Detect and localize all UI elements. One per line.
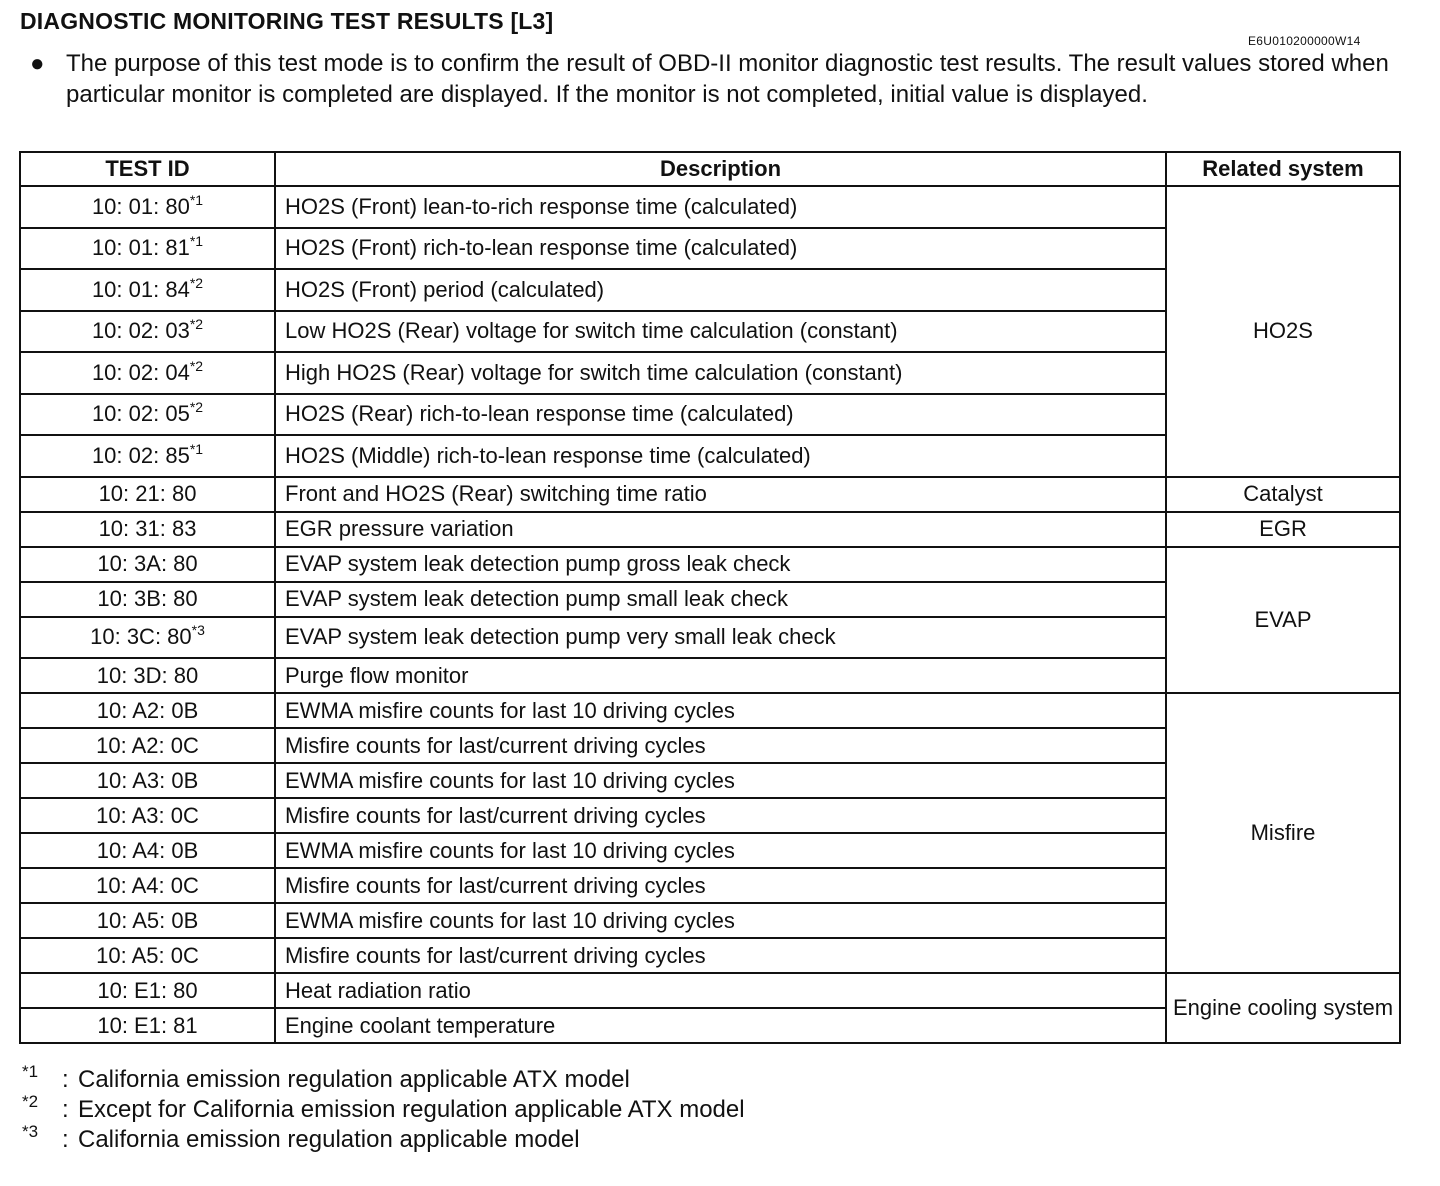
test-id-cell [20,658,275,693]
test-id: 10: 01: 84 [91,276,190,302]
test-id-cell [20,693,275,728]
footnote-ref: *2 [189,399,204,416]
intro-paragraph [30,48,1410,110]
test-id: 10: A3: 0C [96,802,199,828]
description-cell: Purge flow monitor [275,658,1166,693]
footnote-text: Except for California emission regulation applicable ATX model [78,1096,745,1123]
test-id: 10: 02: 04 [91,359,190,385]
footnote-text: California emission regulation applicable model [78,1126,580,1153]
footnote [22,1062,745,1096]
footnote-ref: *3 [191,622,205,639]
test-id: 10: 02: 03 [91,318,190,344]
footnotes [22,1062,745,1156]
description-cell: EWMA misfire counts for last 10 driving cycles [275,763,1166,798]
table-row [20,477,1400,512]
related-system-cell: Misfire [1166,693,1400,973]
document-code: E6U010200000W14 [1248,34,1361,48]
test-id-cell [20,435,275,477]
description-cell: EVAP system leak detection pump very small leak check [275,617,1166,659]
description-cell: Misfire counts for last/current driving cycles [275,728,1166,763]
table-row [20,693,1400,728]
footnote [22,1092,745,1126]
test-id-cell [20,617,275,659]
header-test-id: TEST ID [20,152,275,186]
test-id-cell [20,186,275,228]
footnote-mark: *3 [22,1122,39,1141]
table-row [20,512,1400,547]
test-id-cell [20,973,275,1008]
test-id: 10: 21: 80 [98,481,197,506]
test-id: 10: A3: 0B [96,767,199,793]
test-id: 10: 02: 85 [91,442,190,468]
description-cell: Low HO2S (Rear) voltage for switch time calculation (constant) [275,311,1166,353]
description-cell: HO2S (Front) period (calculated) [275,269,1166,311]
test-id: 10: A2: 0C [96,732,199,758]
description-cell: Heat radiation ratio [275,973,1166,1008]
footnote-ref: *2 [189,316,204,333]
test-id-cell [20,352,275,394]
description-cell: EVAP system leak detection pump small leak check [275,582,1166,617]
test-id: 10: E1: 80 [97,977,198,1003]
test-id-cell [20,798,275,833]
description-cell: Misfire counts for last/current driving cycles [275,938,1166,973]
test-id: 10: 3A: 80 [97,551,198,576]
test-id-cell [20,269,275,311]
test-id: 10: 01: 80 [91,193,190,219]
description-cell: HO2S (Middle) rich-to-lean response time (calculated) [275,435,1166,477]
test-id: 10: 02: 05 [91,401,190,427]
description-cell: HO2S (Front) lean-to-rich response time (calculated) [275,186,1166,228]
description-cell: Front and HO2S (Rear) switching time ratio [275,477,1166,512]
footnote-mark: *2 [22,1092,39,1111]
test-id-cell [20,728,275,763]
description-cell: Misfire counts for last/current driving cycles [275,868,1166,903]
test-id: 10: 31: 83 [98,516,197,541]
footnote-ref: *1 [189,233,204,250]
description-cell: EWMA misfire counts for last 10 driving cycles [275,693,1166,728]
page-title: DIAGNOSTIC MONITORING TEST RESULTS [L3] [20,8,554,34]
test-id-cell [20,311,275,353]
description-cell: EWMA misfire counts for last 10 driving cycles [275,833,1166,868]
footnote-ref: *2 [189,357,204,374]
test-results-table [19,151,1401,1044]
footnote-colon: : [62,1066,69,1093]
test-id: 10: A2: 0B [96,697,199,723]
related-system-cell: Catalyst [1166,477,1400,512]
related-system-cell: EVAP [1166,547,1400,694]
test-id-cell [20,868,275,903]
footnote-mark: *1 [22,1062,39,1081]
footnote [22,1122,745,1156]
test-id: 10: E1: 81 [97,1012,198,1038]
test-id: 10: 3D: 80 [96,662,199,688]
description-cell: High HO2S (Rear) voltage for switch time calculation (constant) [275,352,1166,394]
test-id-cell [20,903,275,938]
intro-text: The purpose of this test mode is to confirm the result of OBD-II monitor diagnostic test results. The result values stored when particular monitor is completed are displayed. If the monitor is not completed, initial value is displayed. [66,50,1389,108]
footnote-colon: : [62,1126,69,1153]
test-id: 10: A5: 0B [96,907,199,933]
related-system-cell: HO2S [1166,186,1400,477]
test-id-cell [20,938,275,973]
test-id: 10: A4: 0C [96,872,199,898]
description-cell: HO2S (Rear) rich-to-lean response time (calculated) [275,394,1166,436]
table-header-row [20,152,1400,186]
table-row [20,186,1400,228]
test-id-cell [20,1008,275,1043]
test-id-cell [20,477,275,512]
test-id: 10: 3C: 80 [90,624,192,650]
test-id-cell [20,547,275,582]
description-cell: Misfire counts for last/current driving cycles [275,798,1166,833]
footnote-ref: *1 [189,191,204,208]
header-description: Description [275,152,1166,186]
test-id-cell [20,394,275,436]
description-cell: Engine coolant temperature [275,1008,1166,1043]
table-row [20,547,1400,582]
footnote-text: California emission regulation applicable ATX model [78,1066,630,1093]
test-id-cell [20,582,275,617]
test-id: 10: 3B: 80 [97,586,198,611]
header-related-system: Related system [1166,152,1400,186]
test-id: 10: 01: 81 [91,235,190,261]
footnote-ref: *1 [189,440,204,457]
test-id-cell [20,833,275,868]
description-cell: EVAP system leak detection pump gross leak check [275,547,1166,582]
footnote-ref: *2 [189,274,204,291]
bullet-icon: ● [30,50,45,77]
related-system-cell: EGR [1166,512,1400,547]
description-cell: EWMA misfire counts for last 10 driving cycles [275,903,1166,938]
description-cell: HO2S (Front) rich-to-lean response time (calculated) [275,228,1166,270]
test-id: 10: A4: 0B [96,837,199,863]
related-system-cell: Engine cooling system [1166,973,1400,1043]
test-id-cell [20,763,275,798]
description-cell: EGR pressure variation [275,512,1166,547]
table-row [20,973,1400,1008]
test-id-cell [20,228,275,270]
test-id: 10: A5: 0C [96,942,199,968]
footnote-colon: : [62,1096,69,1123]
test-id-cell [20,512,275,547]
